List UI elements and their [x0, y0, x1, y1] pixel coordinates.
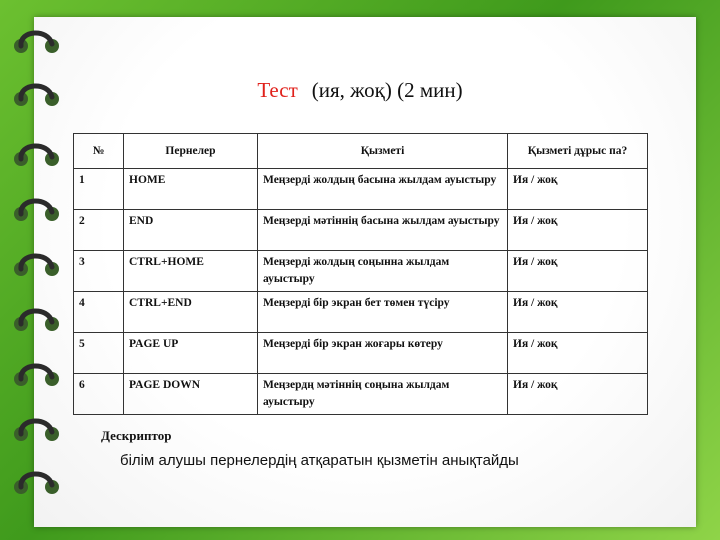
descriptor-label: Дескриптор: [101, 428, 172, 443]
table-header-row: [74, 134, 648, 169]
header-number: №: [74, 134, 124, 169]
row-answer: Ия / жоқ: [508, 292, 648, 333]
row-function: Меңзерді жолдың басына жылдам ауыстыру: [258, 169, 508, 210]
row-number: 2: [74, 210, 124, 251]
row-answer: Ия / жоқ: [508, 251, 648, 292]
row-number: 5: [74, 333, 124, 374]
row-answer: Ия / жоқ: [508, 333, 648, 374]
ring-icon: [2, 302, 64, 342]
header-correct: Қызметі дұрыс па?: [508, 134, 648, 169]
row-number: 3: [74, 251, 124, 292]
ring-icon: [2, 357, 64, 397]
table-row: [74, 210, 648, 251]
row-key: PAGE UP: [124, 333, 258, 374]
row-key: CTRL+END: [124, 292, 258, 333]
ring-icon: [2, 24, 64, 64]
table-row: [74, 169, 648, 210]
row-number: 4: [74, 292, 124, 333]
row-answer: Ия / жоқ: [508, 210, 648, 251]
row-function: Меңзерді жолдың соңынна жылдам ауыстыру: [258, 251, 508, 292]
ring-icon: [2, 247, 64, 287]
ring-icon: [2, 137, 64, 177]
title-accent: Тест: [257, 78, 298, 102]
keys-table: [73, 133, 648, 415]
row-function: Меңзерді бір экран жоғары көтеру: [258, 333, 508, 374]
ring-icon: [2, 465, 64, 505]
row-key: PAGE DOWN: [124, 374, 258, 415]
row-number: 1: [74, 169, 124, 210]
descriptor-text: білім алушы пернелердің атқаратын қызметін анықтайды: [120, 452, 519, 469]
header-function: Қызметі: [258, 134, 508, 169]
row-key: HOME: [124, 169, 258, 210]
ring-icon: [2, 192, 64, 232]
row-answer: Ия / жоқ: [508, 374, 648, 415]
row-number: 6: [74, 374, 124, 415]
row-function: Меңзерді мәтіннің басына жылдам ауыстыру: [258, 210, 508, 251]
row-function: Меңзерді бір экран бет төмен түсіру: [258, 292, 508, 333]
title-rest: (ия, жоқ) (2 мин): [311, 78, 463, 102]
page-title: [0, 78, 720, 103]
table-row: [74, 374, 648, 415]
row-answer: Ия / жоқ: [508, 169, 648, 210]
table-row: [74, 251, 648, 292]
table-row: [74, 333, 648, 374]
table-row: [74, 292, 648, 333]
row-key: CTRL+HOME: [124, 251, 258, 292]
row-key: END: [124, 210, 258, 251]
header-keys: Пернелер: [124, 134, 258, 169]
ring-icon: [2, 412, 64, 452]
row-function: Меңзердң мәтіннің соңына жылдам ауыстыру: [258, 374, 508, 415]
